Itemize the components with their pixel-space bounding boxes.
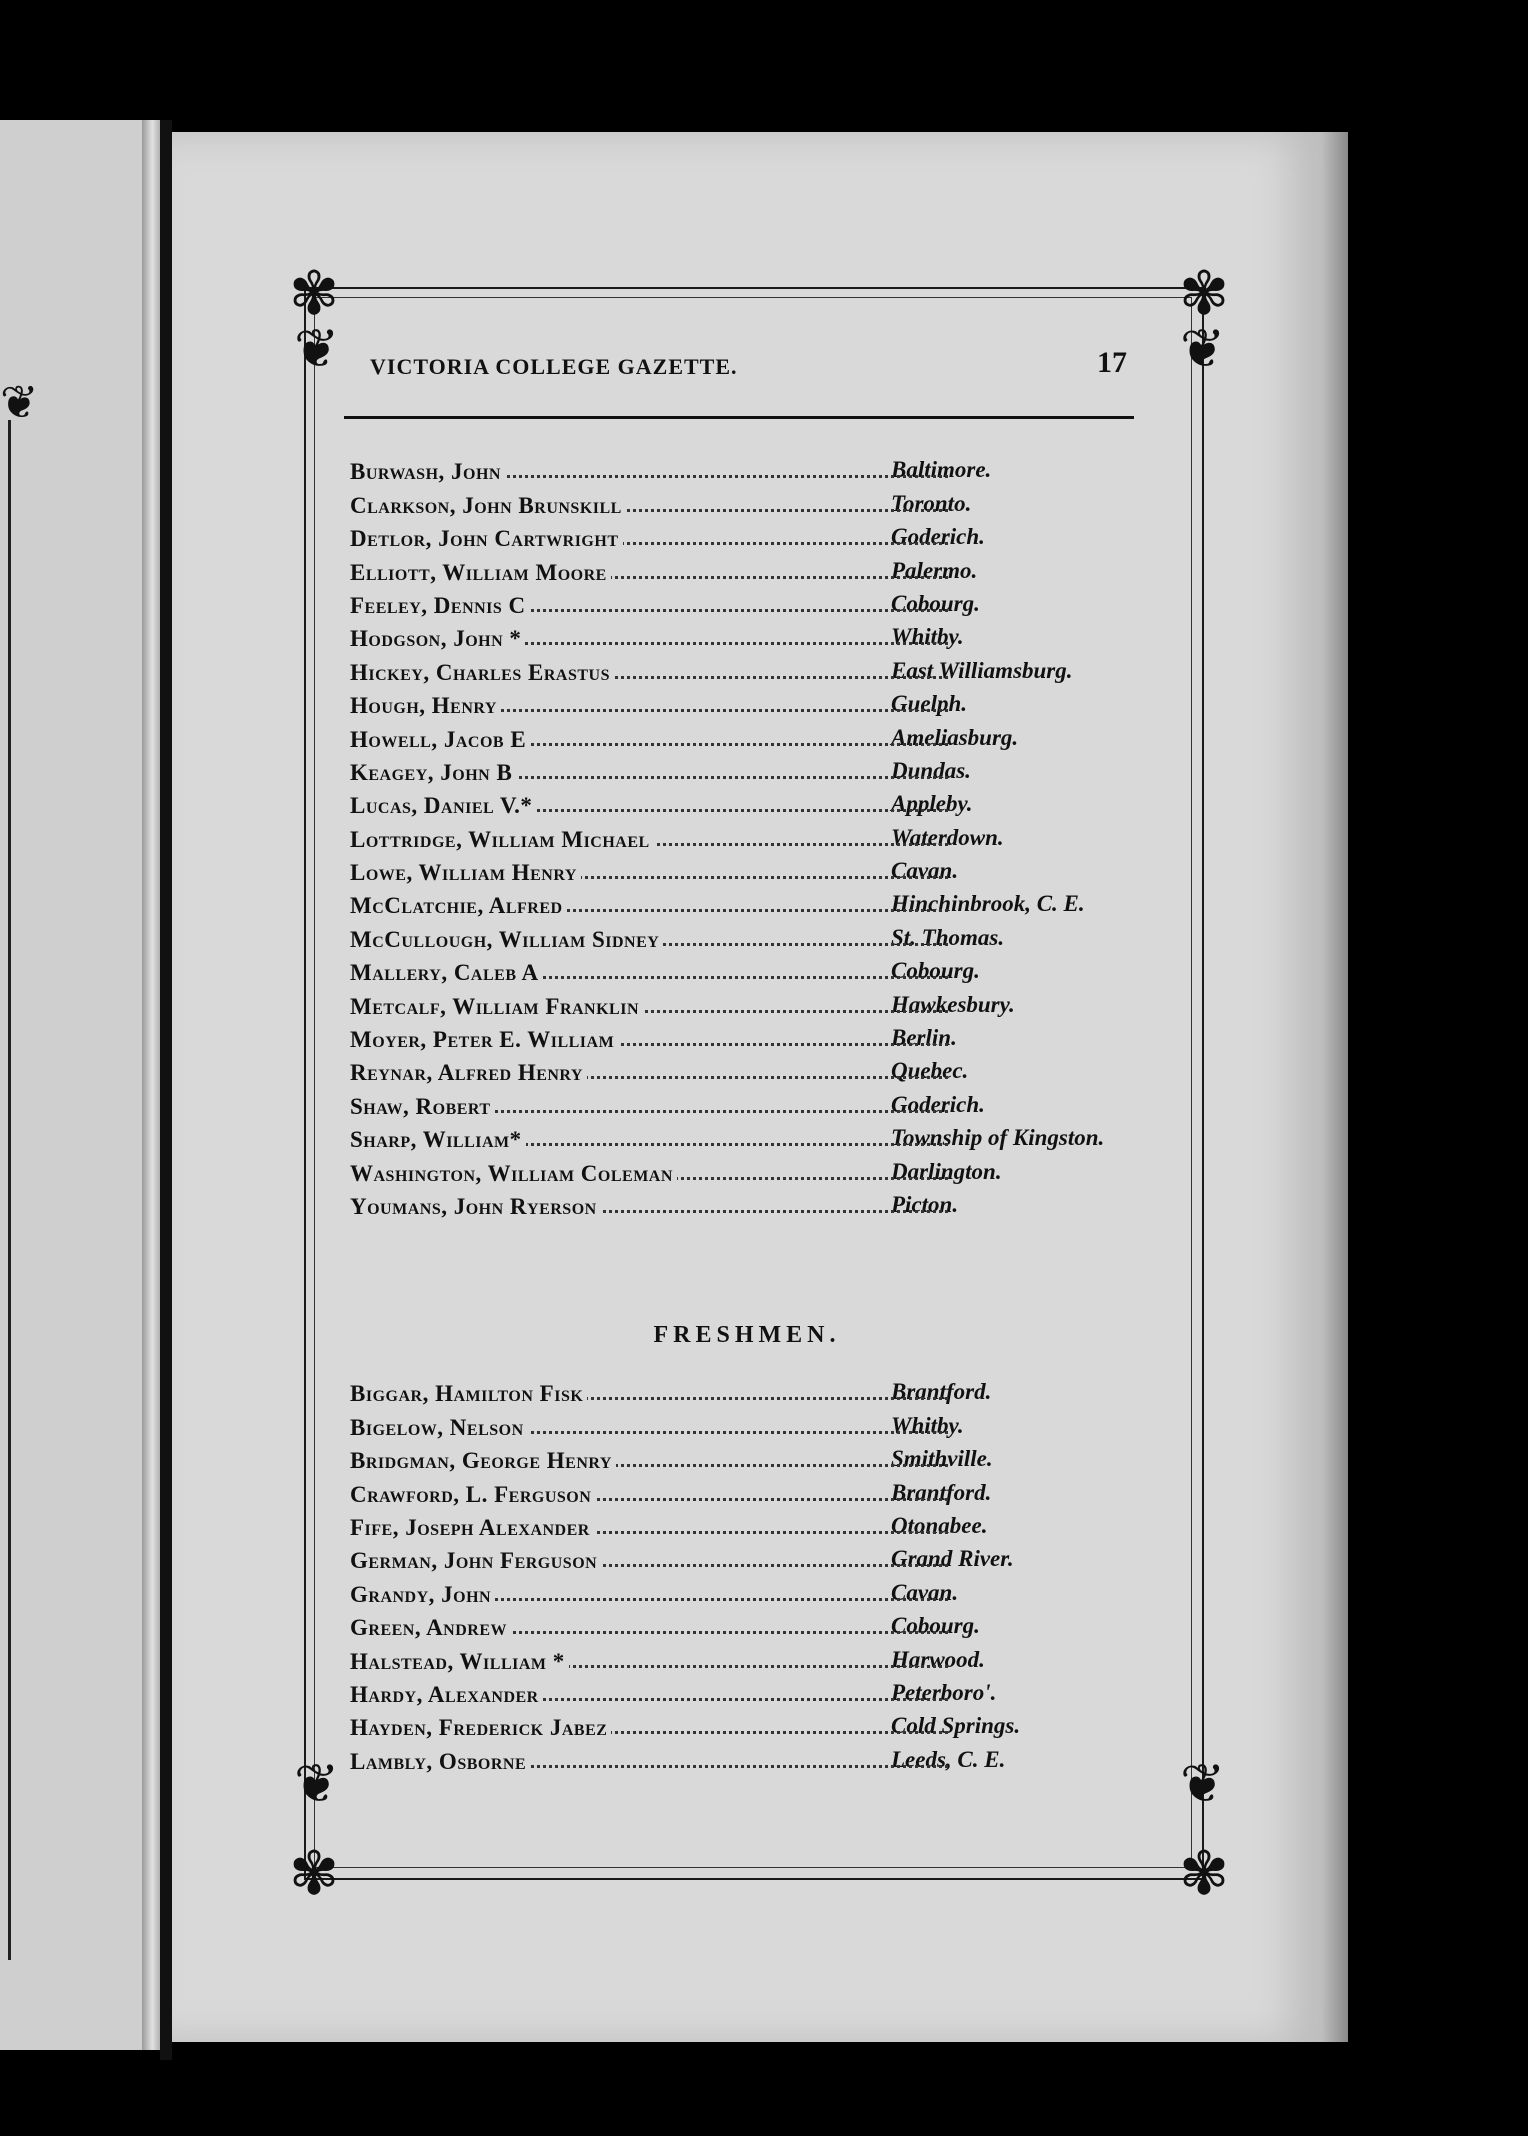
student-hometown: East Williamsburg.	[891, 657, 1073, 683]
student-list-freshmen	[350, 1374, 1160, 1775]
student-hometown: Cavan.	[891, 858, 959, 884]
student-name: Youmans, John Ryerson	[350, 1194, 601, 1220]
list-item	[350, 1086, 1160, 1119]
left-ornament-icon: ❦	[0, 377, 39, 428]
page-number: 17	[1097, 346, 1127, 379]
student-hometown: Ameliasburg.	[891, 724, 1019, 750]
student-name: Howell, Jacob E	[350, 727, 530, 753]
book-gutter	[160, 120, 172, 2060]
student-hometown: Brantford.	[891, 1479, 992, 1505]
list-item	[350, 786, 1160, 819]
student-hometown: Berlin.	[891, 1025, 957, 1051]
student-name: Clarkson, John Brunskill	[350, 493, 626, 519]
student-name: Lucas, Daniel V.*	[350, 793, 536, 819]
student-hometown: Baltimore.	[891, 457, 992, 483]
student-hometown: Whitby.	[891, 624, 964, 650]
list-item	[350, 519, 1160, 552]
student-hometown: Darlington.	[891, 1158, 1002, 1184]
list-item	[350, 1675, 1160, 1708]
gazette-page	[172, 132, 1322, 2042]
section-heading-freshmen: FRESHMEN.	[653, 1322, 841, 1348]
student-hometown: Quebec.	[891, 1058, 969, 1084]
student-name: Crawford, L. Ferguson	[350, 1482, 595, 1508]
student-hometown: Hinchinbrook, C. E.	[891, 891, 1085, 917]
corner-ornament-icon: ✾	[1178, 1841, 1230, 1907]
side-ornament-icon: ❦	[294, 1754, 340, 1814]
student-name: Lambly, Osborne	[350, 1749, 530, 1775]
student-name: Lottridge, William Michael	[350, 827, 654, 853]
student-name: Metcalf, William Franklin	[350, 994, 643, 1020]
corner-ornament-icon: ✾	[1178, 261, 1230, 327]
side-ornament-icon: ❦	[1180, 319, 1226, 379]
student-name: Hodgson, John *	[350, 626, 525, 652]
header-rule	[344, 416, 1134, 419]
student-hometown: Harwood.	[891, 1646, 985, 1672]
student-name: Biggar, Hamilton Fisk	[350, 1381, 587, 1407]
student-name: McCullough, William Sidney	[350, 927, 663, 953]
student-name: Moyer, Peter E. William	[350, 1027, 618, 1053]
student-hometown: Hawkesbury.	[891, 991, 1015, 1017]
list-item	[350, 1708, 1160, 1741]
student-hometown: Smithville.	[891, 1446, 993, 1472]
student-name: Grandy, John	[350, 1582, 495, 1608]
student-hometown: Picton.	[891, 1191, 959, 1217]
student-hometown: Dundas.	[891, 757, 971, 783]
list-item	[350, 719, 1160, 752]
student-name: Keagey, John B	[350, 760, 516, 786]
student-name: Elliott, William Moore	[350, 560, 611, 586]
student-name: Burwash, John	[350, 459, 505, 485]
student-name: Bridgman, George Henry	[350, 1448, 616, 1474]
list-item	[350, 1120, 1160, 1153]
list-item	[350, 919, 1160, 952]
list-item	[350, 1187, 1160, 1220]
student-name: Detlor, John Cartwright	[350, 526, 623, 552]
list-item	[350, 853, 1160, 886]
student-hometown: Cold Springs.	[891, 1713, 1021, 1739]
student-hometown: Township of Kingston.	[891, 1125, 1105, 1151]
student-name: Lowe, William Henry	[350, 860, 581, 886]
student-hometown: Cavan.	[891, 1579, 959, 1605]
list-item	[350, 753, 1160, 786]
list-item	[350, 619, 1160, 652]
student-name: Sharp, William*	[350, 1127, 526, 1153]
left-page-border	[8, 420, 11, 1960]
list-item	[350, 986, 1160, 1019]
student-hometown: St. Thomas.	[891, 924, 1005, 950]
student-hometown: Guelph.	[891, 691, 968, 717]
student-list-top	[350, 452, 1160, 1220]
list-item	[350, 1608, 1160, 1641]
list-item	[350, 1474, 1160, 1507]
student-name: Halstead, William *	[350, 1649, 569, 1675]
list-item	[350, 819, 1160, 852]
list-item	[350, 686, 1160, 719]
student-name: Feeley, Dennis C	[350, 593, 530, 619]
list-item	[350, 1153, 1160, 1186]
list-item	[350, 953, 1160, 986]
left-facing-page	[0, 120, 168, 2050]
student-name: Shaw, Robert	[350, 1094, 495, 1120]
student-hometown: Waterdown.	[891, 824, 1004, 850]
student-name: Hayden, Frederick Jabez	[350, 1715, 611, 1741]
student-hometown: Brantford.	[891, 1379, 992, 1405]
list-item	[350, 1574, 1160, 1607]
student-name: Washington, William Coleman	[350, 1161, 677, 1187]
student-hometown: Goderich.	[891, 1091, 985, 1117]
list-item	[350, 1508, 1160, 1541]
list-item	[350, 1053, 1160, 1086]
list-item	[350, 1407, 1160, 1440]
student-hometown: Toronto.	[891, 490, 972, 516]
student-hometown: Cobourg.	[891, 590, 980, 616]
student-hometown: Cobourg.	[891, 958, 980, 984]
student-name: Fife, Joseph Alexander	[350, 1515, 594, 1541]
list-item	[350, 586, 1160, 619]
side-ornament-icon: ❦	[294, 319, 340, 379]
student-name: Bigelow, Nelson	[350, 1415, 528, 1441]
page-edge-shadow	[1322, 132, 1348, 2042]
student-hometown: Leeds, C. E.	[891, 1746, 1006, 1772]
running-title: VICTORIA COLLEGE GAZETTE.	[370, 354, 738, 379]
student-name: Mallery, Caleb A	[350, 960, 543, 986]
student-hometown: Peterboro'.	[891, 1679, 997, 1705]
student-hometown: Whitby.	[891, 1412, 964, 1438]
list-item	[350, 886, 1160, 919]
student-hometown: Cobourg.	[891, 1613, 980, 1639]
list-item	[350, 1374, 1160, 1407]
student-hometown: Grand River.	[891, 1546, 1014, 1572]
student-hometown: Otonabee.	[891, 1512, 988, 1538]
student-name: McClatchie, Alfred	[350, 893, 567, 919]
list-item	[350, 1741, 1160, 1774]
side-ornament-icon: ❦	[1180, 1754, 1226, 1814]
list-item	[350, 485, 1160, 518]
corner-ornament-icon: ✾	[288, 261, 340, 327]
student-name: German, John Ferguson	[350, 1548, 601, 1574]
student-name: Hardy, Alexander	[350, 1682, 543, 1708]
list-item	[350, 1541, 1160, 1574]
student-hometown: Palermo.	[891, 557, 978, 583]
student-name: Reynar, Alfred Henry	[350, 1060, 587, 1086]
list-item	[350, 452, 1160, 485]
student-hometown: Goderich.	[891, 524, 985, 550]
list-item	[350, 652, 1160, 685]
student-name: Hough, Henry	[350, 693, 501, 719]
corner-ornament-icon: ✾	[288, 1841, 340, 1907]
list-item	[350, 1441, 1160, 1474]
student-name: Hickey, Charles Erastus	[350, 660, 614, 686]
list-item	[350, 552, 1160, 585]
list-item	[350, 1641, 1160, 1674]
list-item	[350, 1020, 1160, 1053]
student-hometown: Appleby.	[891, 791, 973, 817]
student-name: Green, Andrew	[350, 1615, 511, 1641]
